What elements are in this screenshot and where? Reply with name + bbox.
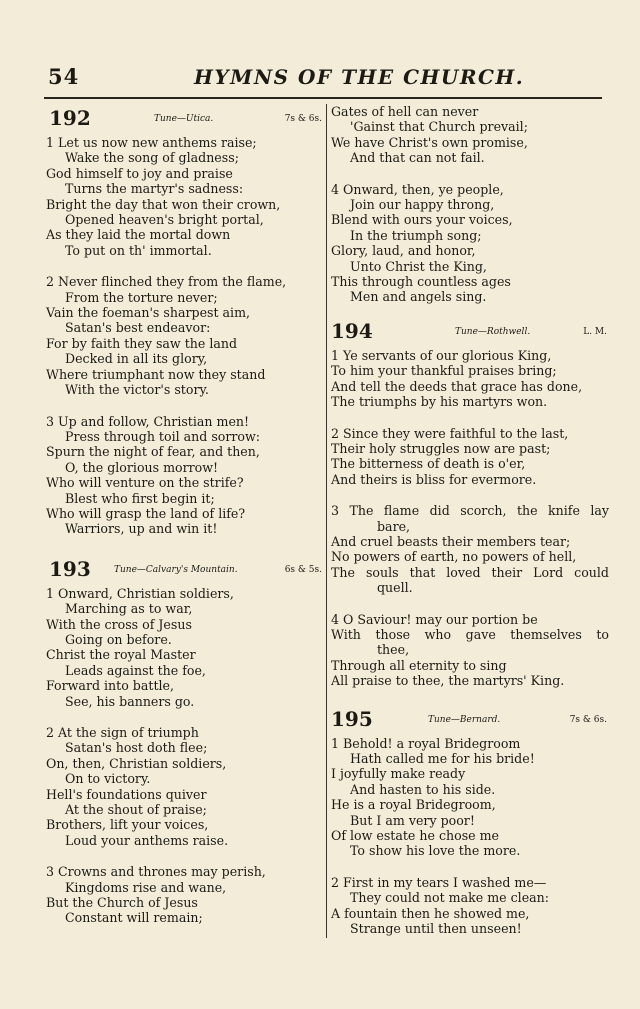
verse-line: Where triumphant now they stand: [46, 366, 266, 382]
verse-line: bare,: [377, 518, 411, 534]
verse-line: 1 Behold! a royal Bridegroom: [331, 735, 521, 751]
verse-line: Of low estate he chose me: [331, 828, 500, 844]
verse-line: Blend with ours your voices,: [331, 212, 513, 228]
verse-line: Join our happy throng,: [350, 197, 495, 213]
verse-line: No powers of earth, no powers of hell,: [331, 549, 577, 565]
verse-line: On, then, Christian soldiers,: [46, 755, 227, 771]
verse: [46, 414, 322, 537]
page-number: 54: [48, 64, 80, 89]
hymn-194-header: [331, 318, 609, 343]
verse-line: Decked in all its glory,: [65, 351, 208, 367]
verse-line: They could not make me clean:: [350, 890, 550, 906]
verse-line: Christ the royal Master: [46, 647, 196, 663]
verse: [331, 348, 609, 410]
verse-line: Wake the song of gladness;: [65, 150, 239, 166]
verse-line: Who will venture on the strife?: [46, 475, 244, 491]
column-divider: [326, 104, 327, 938]
verse: [331, 612, 609, 689]
verse-line: 2 Since they were faithful to the last,: [331, 425, 569, 441]
verse-line: As they laid the mortal down: [46, 227, 231, 243]
verse: [46, 135, 322, 258]
verse-line: And cruel beasts their members tear;: [331, 533, 571, 549]
verse-line: And hasten to his side.: [350, 781, 496, 797]
left-column: [46, 108, 322, 942]
verse-line: From the torture never;: [65, 289, 218, 305]
verse-line: Opened heaven's bright portal,: [65, 212, 264, 228]
verse-line: We have Christ's own promise,: [331, 134, 528, 150]
running-title: HYMNS OF THE CHURCH.: [194, 65, 525, 89]
hymn-tune: Tune—Calvary's Mountain.: [114, 564, 238, 575]
verse-line: 1 Onward, Christian soldiers,: [46, 585, 234, 601]
verse: [46, 725, 322, 848]
verse: [331, 875, 609, 937]
hymn-tune: Tune—Rothwell.: [455, 326, 531, 337]
verse-line: The triumphs by his martyrs won.: [331, 394, 548, 410]
verse-line: 3 Crowns and thrones may perish,: [46, 864, 266, 880]
verse-line: In the triumph song;: [350, 227, 482, 243]
verse-line: Gates of hell can never: [331, 104, 479, 119]
hymn-tune: Tune—Bernard.: [428, 714, 501, 725]
verse: [331, 503, 609, 595]
verse: [46, 274, 322, 397]
verse-line: Marching as to war,: [65, 601, 193, 617]
verse-line: Hell's foundations quiver: [46, 786, 207, 802]
verse-line: Warriors, up and win it!: [65, 521, 218, 537]
verse-line: Men and angels sing.: [350, 289, 487, 305]
right-column: [331, 104, 609, 952]
hymn-number: 193: [49, 556, 91, 581]
verse-line: 1 Let us now new anthems raise;: [46, 135, 257, 150]
verse-line: Glory, laud, and honor,: [331, 243, 476, 259]
verse-line: Brothers, lift your voices,: [46, 817, 209, 833]
verse: [331, 182, 609, 305]
verse-line: To him your thankful praises bring;: [331, 363, 557, 379]
verse-line: Going on before.: [65, 631, 172, 647]
verse-line: With the cross of Jesus: [46, 616, 192, 632]
verse-line: And theirs is bliss for evermore.: [331, 471, 537, 487]
verse-continued: [331, 104, 609, 166]
verse-line: Vain the foeman's sharpest aim,: [46, 305, 251, 321]
verse-line: On to victory.: [65, 771, 151, 787]
verse-line: I joyfully make ready: [331, 766, 466, 782]
page-header: [44, 62, 600, 92]
verse-line: Satan's best endeavor:: [65, 320, 211, 336]
verse-line: Forward into battle,: [46, 678, 174, 694]
verse-line: For by faith they saw the land: [46, 335, 238, 351]
verse-line: O, the glorious morrow!: [65, 459, 219, 475]
hymn-meter: 7s & 6s.: [569, 714, 607, 725]
verse-line: At the shout of praise;: [65, 802, 207, 818]
hymn-meter: L. M.: [583, 326, 607, 337]
verse-line: Constant will remain;: [65, 910, 203, 926]
hymn-193-header: [46, 556, 322, 581]
verse-line: Spurn the night of fear, and then,: [46, 444, 260, 460]
verse-line: Leads against the foe,: [65, 662, 206, 678]
verse-line: 2 Never flinched they from the flame,: [46, 274, 287, 290]
verse-line: With the victor's story.: [65, 382, 209, 398]
hymn-number: 192: [49, 106, 91, 130]
verse: [331, 426, 609, 488]
verse-line: And that can not fail.: [350, 150, 485, 166]
verse-line: thee,: [377, 642, 410, 658]
hymn-meter: 6s & 5s.: [284, 564, 322, 575]
verse-line: A fountain then he showed me,: [331, 905, 530, 921]
verse-line: Blest who first begin it;: [65, 490, 215, 506]
verse-line: Hath called me for his bride!: [350, 751, 535, 766]
verse-line: Bright the day that won their crown,: [46, 196, 281, 212]
verse-line: Loud your anthems raise.: [65, 832, 229, 848]
verse-line: To put on th' immortal.: [65, 242, 212, 258]
hymn-tune: Tune—Utica.: [154, 114, 214, 124]
verse-line: quell.: [377, 580, 413, 596]
verse-line: To show his love the more.: [350, 843, 521, 859]
verse-line: 2 At the sign of triumph: [46, 725, 199, 740]
verse-line: With those who gave themselves to: [331, 626, 609, 642]
verse-line: See, his banners go.: [65, 693, 195, 709]
verse-line: The souls that loved their Lord could: [331, 564, 609, 580]
verse-line: Satan's host doth flee;: [65, 740, 208, 756]
verse-line: 2 First in my tears I washed me—: [331, 874, 547, 890]
hymn-number: 195: [331, 706, 373, 731]
verse-line: God himself to joy and praise: [46, 165, 233, 181]
verse: [46, 586, 322, 709]
verse: [46, 864, 322, 926]
hymn-number: 194: [331, 318, 373, 343]
verse-line: But I am very poor!: [350, 812, 475, 828]
verse-line: 3 The flame did scorch, the knife lay: [331, 503, 609, 519]
verse-line: And tell the deeds that grace has done,: [331, 378, 583, 394]
verse-line: Through all eternity to sing: [331, 657, 507, 673]
verse-line: Strange until then unseen!: [350, 921, 522, 937]
verse-line: Kingdoms rise and wane,: [65, 879, 227, 895]
verse-line: But the Church of Jesus: [46, 895, 198, 911]
verse-line: 4 Onward, then, ye people,: [331, 181, 504, 197]
verse-line: Their holy struggles now are past;: [331, 440, 551, 456]
verse-line: Who will grasp the land of life?: [46, 505, 246, 521]
verse-line: 3 Up and follow, Christian men!: [46, 413, 250, 429]
hymn-195-header: [331, 706, 609, 731]
verse-line: Press through toil and sorrow:: [65, 428, 261, 444]
verse-line: Turns the martyr's sadness:: [65, 181, 244, 197]
verse-line: All praise to thee, the martyrs' King.: [331, 673, 565, 689]
verse: [331, 736, 609, 859]
hymn-192-header: [46, 108, 322, 130]
verse-line: 1 Ye servants of our glorious King,: [331, 347, 552, 363]
verse-line: Unto Christ the King,: [350, 258, 487, 274]
header-rule: [44, 97, 602, 99]
verse-line: The bitterness of death is o'er,: [331, 456, 526, 472]
verse-line: 4 O Saviour! may our portion be: [331, 611, 538, 627]
verse-line: 'Gainst that Church prevail;: [350, 119, 528, 135]
verse-line: This through countless ages: [331, 274, 511, 290]
verse-line: He is a royal Bridegroom,: [331, 797, 496, 813]
hymn-meter: 7s & 6s.: [284, 114, 322, 124]
